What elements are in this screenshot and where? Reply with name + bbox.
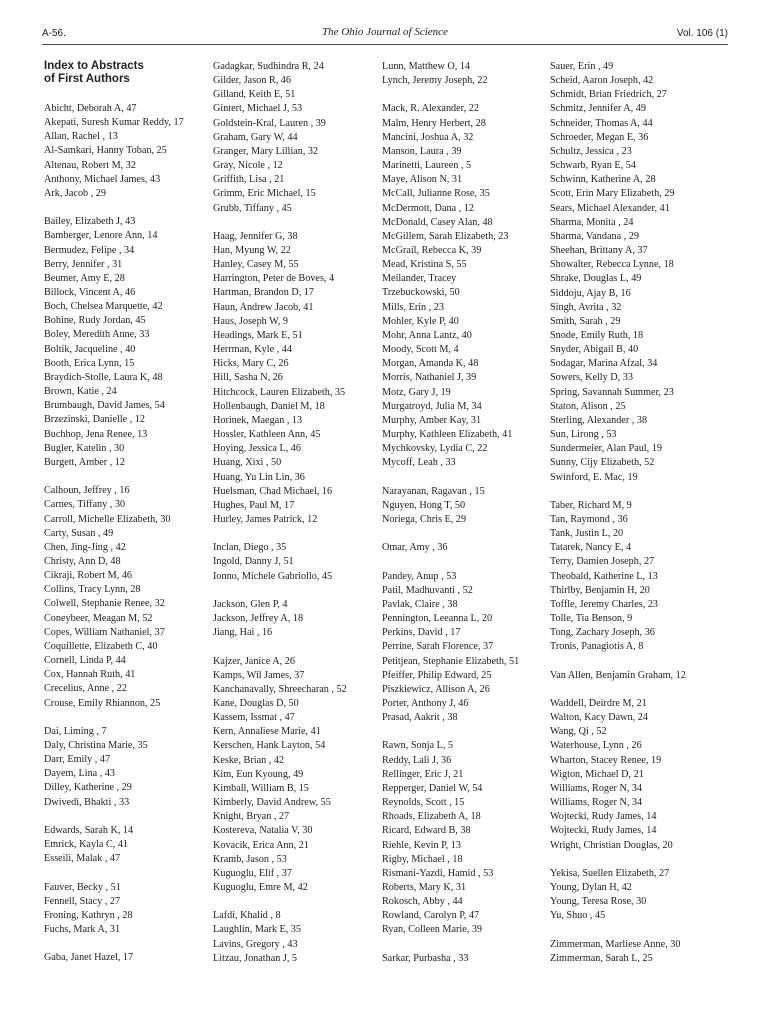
index-entry: Tank, Justin L, 20 bbox=[550, 528, 624, 540]
index-entry: Hartman, Brandon D, 17 bbox=[213, 287, 315, 299]
index-entry: Berry, Jennifer , 31 bbox=[44, 258, 123, 270]
index-entry: Pennington, Leeanna L, 20 bbox=[382, 613, 493, 625]
index-entry: Kane, Douglas D, 50 bbox=[213, 697, 299, 709]
letter-group bbox=[382, 60, 557, 88]
index-entry: Hurley, James Patrick, 12 bbox=[213, 513, 318, 525]
index-entry: Gintert, Michael J, 53 bbox=[213, 103, 303, 115]
index-entry: Hanley, Casey M, 55 bbox=[213, 259, 299, 271]
index-entry: Herrman, Kyle , 44 bbox=[213, 344, 292, 356]
index-entry: Jackson, Jeffrey A, 18 bbox=[213, 613, 304, 625]
index-entry: Al-Samkari, Hanny Toban, 25 bbox=[44, 145, 167, 157]
index-entry: Rhoads, Elizabeth A, 18 bbox=[382, 811, 481, 823]
index-entry: Porter, Anthony J, 46 bbox=[382, 697, 469, 709]
index-entry: Jiang, Hai , 16 bbox=[213, 627, 273, 639]
index-entry: Snode, Emily Ruth, 18 bbox=[550, 329, 644, 341]
index-entry: Sheehan, Brittany A, 37 bbox=[550, 245, 648, 257]
index-entry: Snyder, Abigail B, 40 bbox=[550, 344, 639, 356]
index-entry: Sauer, Erin , 49 bbox=[550, 61, 614, 72]
index-title bbox=[44, 60, 219, 86]
index-entry: Sharma, Monita , 24 bbox=[550, 216, 634, 228]
index-entry: Han, Myung W, 22 bbox=[213, 245, 291, 257]
index-entry: Thirlby, Benjamin H, 20 bbox=[550, 584, 650, 596]
index-entry: Mills, Erin , 23 bbox=[382, 301, 444, 313]
index-entry: Perkins, David , 17 bbox=[382, 627, 461, 639]
index-entry: Theobald, Katherine L, 13 bbox=[550, 570, 658, 582]
letter-group bbox=[550, 60, 725, 485]
index-entry: Ionno, Michele Gabriollo, 45 bbox=[213, 570, 333, 582]
index-entry: Cikraji, Robert M, 46 bbox=[44, 570, 133, 582]
letter-group bbox=[550, 867, 725, 924]
index-entry: Smith, Sarah , 29 bbox=[550, 315, 621, 327]
index-entry: Beumer, Amy E, 28 bbox=[44, 272, 125, 284]
index-entry: Laughlin, Mark E, 35 bbox=[213, 924, 301, 936]
index-entry: Gray, Nicole , 12 bbox=[213, 160, 283, 172]
letter-group bbox=[213, 60, 388, 216]
index-entry: Bamberger, Lenore Ann, 14 bbox=[44, 230, 158, 242]
index-entry: Lynch, Jeremy Joseph, 22 bbox=[382, 75, 488, 87]
index-entry: Allan, Rachel , 13 bbox=[44, 131, 118, 143]
index-column-1 bbox=[44, 60, 219, 980]
index-entry: Sowers, Kelly D, 33 bbox=[550, 372, 633, 384]
index-entry: Sarkar, Purbasha , 33 bbox=[382, 952, 469, 964]
index-entry: Wang, Qi , 52 bbox=[550, 726, 607, 738]
index-entry: Colwell, Stephanie Renee, 32 bbox=[44, 598, 165, 610]
index-entry: Staton, Alison , 25 bbox=[550, 400, 626, 412]
letter-group bbox=[44, 102, 219, 201]
index-entry: Akepati, Suresh Kumar Reddy, 17 bbox=[44, 117, 184, 129]
index-entry: Yu, Shuo , 45 bbox=[550, 910, 606, 922]
page-number: A-56. bbox=[42, 28, 66, 39]
index-entry: Schwinn, Katherine A, 28 bbox=[550, 174, 656, 186]
index-entry: Sharma, Vandana , 29 bbox=[550, 230, 639, 242]
letter-group bbox=[44, 824, 219, 866]
index-entry: Harrington, Peter de Boves, 4 bbox=[213, 273, 335, 285]
header-rule bbox=[42, 44, 728, 45]
index-entry: Mohr, Anna Lantz, 40 bbox=[382, 329, 472, 341]
index-entry: Sodagar, Marina Afzal, 34 bbox=[550, 358, 658, 370]
index-entry: Pfeiffer, Philip Edward, 25 bbox=[382, 669, 492, 681]
index-entry: Reddy, Lali J, 36 bbox=[382, 754, 452, 766]
index-entry: Wigton, Michael D, 21 bbox=[550, 768, 644, 780]
index-entry: Taber, Richard M, 9 bbox=[550, 499, 632, 511]
index-entry: Wharton, Stacey Renee, 19 bbox=[550, 754, 662, 766]
index-entry: McGillem, Sarah Elizabeth, 23 bbox=[382, 230, 509, 242]
letter-group bbox=[550, 938, 725, 966]
index-entry: Gadagkar, Sudhindra R, 24 bbox=[213, 61, 324, 72]
index-entry: Bugler, Katelin , 30 bbox=[44, 442, 125, 454]
index-entry: Fauver, Becky , 51 bbox=[44, 881, 121, 893]
index-entry: Abicht, Deborah A, 47 bbox=[44, 103, 137, 114]
index-entry: Schroeder, Megan E, 36 bbox=[550, 131, 649, 143]
index-entry: Shrake, Douglas L, 49 bbox=[550, 273, 642, 285]
index-entry: Schwarb, Ryan E, 54 bbox=[550, 160, 636, 172]
index-entry: Rismani-Yazdi, Hamid , 53 bbox=[382, 867, 494, 879]
index-entry: Fuchs, Mark A, 31 bbox=[44, 923, 121, 935]
index-entry: Narayanan, Ragavan , 15 bbox=[382, 485, 485, 497]
index-entry: Murphy, Amber Kay, 31 bbox=[382, 414, 482, 426]
index-entry: Omar, Amy , 36 bbox=[382, 542, 448, 554]
index-entry: Hoying, Jessica L, 46 bbox=[213, 443, 301, 455]
index-entry: McDonald, Casey Alan, 48 bbox=[382, 216, 493, 228]
index-entry: Rigby, Michael , 18 bbox=[382, 853, 463, 865]
index-title-line-2: of First Authors bbox=[44, 73, 130, 85]
index-entry: Inclan, Diego , 35 bbox=[213, 542, 287, 554]
index-entry: Scheid, Aaron Joseph, 42 bbox=[550, 75, 654, 87]
letter-group bbox=[382, 739, 557, 937]
index-entry: Mychkovsky, Lydia C, 22 bbox=[382, 443, 488, 455]
index-entry: Chen, Jing-Jing , 42 bbox=[44, 541, 126, 553]
index-entry: Young, Teresa Rose, 30 bbox=[550, 896, 647, 908]
index-entry: Showalter, Rebecca Lynne, 18 bbox=[550, 259, 674, 271]
index-entry: Collins, Tracy Lynn, 28 bbox=[44, 584, 141, 596]
index-entry: Gaba, Janet Hazel, 17 bbox=[44, 952, 134, 964]
index-entry: Tatarek, Nancy E, 4 bbox=[550, 542, 632, 554]
journal-title: The Ohio Journal of Science bbox=[322, 26, 448, 38]
index-entry: Keske, Brian , 42 bbox=[213, 754, 285, 766]
index-entry: Petitjean, Stephanie Elizabeth, 51 bbox=[382, 655, 520, 667]
index-entry: Graham, Gary W, 44 bbox=[213, 131, 298, 143]
index-entry: McDermott, Dana , 12 bbox=[382, 202, 474, 214]
letter-group bbox=[44, 215, 219, 470]
index-entry: Sears, Michael Alexander, 41 bbox=[550, 202, 670, 214]
letter-group bbox=[382, 102, 557, 470]
index-entry: Pavlak, Claire , 38 bbox=[382, 598, 458, 610]
index-entry: Ricard, Edward B, 38 bbox=[382, 825, 471, 837]
index-entry: Froning, Kathryn , 28 bbox=[44, 909, 133, 921]
index-entry: Gilder, Jason R, 46 bbox=[213, 75, 291, 87]
index-entry: Wojtecki, Rudy James, 14 bbox=[550, 811, 657, 823]
index-entry: Hicks, Mary C, 26 bbox=[213, 358, 289, 370]
index-entry: Bailey, Elizabeth J, 43 bbox=[44, 216, 136, 228]
index-entry: Hossler, Kathleen Ann, 45 bbox=[213, 429, 321, 441]
index-entry: Carnes, Tiffany , 30 bbox=[44, 499, 126, 511]
index-entry: Toffle, Jeremy Charles, 23 bbox=[550, 598, 659, 610]
letter-group bbox=[382, 485, 557, 527]
index-entry: Huelsman, Chad Michael, 16 bbox=[213, 485, 333, 497]
index-entry: Haun, Andrew Jacob, 41 bbox=[213, 301, 314, 313]
index-entry: Litzau, Jonathan J, 5 bbox=[213, 952, 298, 964]
index-entry: Grubb, Tiffany , 45 bbox=[213, 202, 292, 214]
index-entry: Perrine, Sarah Florence, 37 bbox=[382, 641, 494, 653]
index-entry: Noriega, Chris E, 29 bbox=[382, 513, 467, 525]
index-entry: Kim, Eun Kyoung, 49 bbox=[213, 768, 304, 780]
index-entry: Zimmerman, Sarah L, 25 bbox=[550, 952, 653, 964]
index-entry: Rokosch, Abby , 44 bbox=[382, 896, 463, 908]
index-entry: Brzezinski, Danielle , 12 bbox=[44, 414, 145, 426]
index-entry: Burgett, Amber , 12 bbox=[44, 456, 126, 468]
index-entry: Kovacik, Erica Ann, 21 bbox=[213, 839, 309, 851]
index-entry: Dwivedi, Bhakti , 33 bbox=[44, 796, 130, 808]
index-entry: Morgan, Amanda K, 48 bbox=[382, 358, 479, 370]
index-entry: Mack, R. Alexander, 22 bbox=[382, 103, 479, 115]
index-entry: Trzebuckowski, 50 bbox=[382, 287, 460, 299]
index-entry: Kimberly, David Andrew, 55 bbox=[213, 797, 331, 809]
letter-group bbox=[382, 570, 557, 726]
index-entry: Headings, Mark E, 51 bbox=[213, 329, 303, 341]
index-entry: Copes, William Nathaniel, 37 bbox=[44, 626, 165, 638]
index-entry: Esseili, Malak , 47 bbox=[44, 853, 121, 865]
index-entry: Booth, Erica Lynn, 15 bbox=[44, 357, 135, 369]
index-entry: Lavins, Gregory , 43 bbox=[213, 938, 298, 950]
index-entry: Griffith, Lisa , 21 bbox=[213, 174, 285, 186]
index-entry: Kostereva, Natalia V, 30 bbox=[213, 825, 313, 837]
index-entry: Piszkiewicz, Allison A, 26 bbox=[382, 683, 490, 695]
index-entry: Coneybeer, Meagan M, 52 bbox=[44, 612, 153, 624]
index-entry: Prasad, Aakrit , 38 bbox=[382, 712, 458, 724]
index-entry: Repperger, Daniel W, 54 bbox=[382, 782, 483, 794]
index-entry: Calhoun, Jeffrey , 16 bbox=[44, 485, 130, 497]
index-entry: Tronis, Panagiotis A, 8 bbox=[550, 641, 644, 653]
index-entry: Lunn, Matthew O, 14 bbox=[382, 61, 470, 72]
index-entry: Horinek, Maegan , 13 bbox=[213, 414, 303, 426]
letter-group bbox=[44, 725, 219, 810]
index-entry: Zimmerman, Marliese Anne, 30 bbox=[550, 938, 681, 950]
letter-group bbox=[213, 598, 388, 640]
index-entry: Morris, Nathaniel J, 39 bbox=[382, 372, 477, 384]
index-entry: Sunny, Cijy Elizabeth, 52 bbox=[550, 457, 655, 469]
index-entry: Van Allen, Benjamin Graham, 12 bbox=[550, 669, 686, 681]
index-entry: Bermudez, Felipe , 34 bbox=[44, 244, 135, 256]
index-entry: Boltik, Jacqueline , 40 bbox=[44, 343, 136, 355]
index-entry: Emrick, Kayla C, 41 bbox=[44, 839, 129, 851]
index-entry: Christy, Ann D, 48 bbox=[44, 555, 121, 567]
index-entry: Kanchanavally, Shreecharan , 52 bbox=[213, 683, 347, 695]
index-entry: Goldstein-Kral, Lauren , 39 bbox=[213, 117, 326, 129]
index-column-4 bbox=[550, 60, 725, 980]
index-entry: Schmidt, Brian Friedrich, 27 bbox=[550, 89, 667, 101]
running-header bbox=[42, 26, 728, 42]
index-entry: Siddoju, Ajay B, 16 bbox=[550, 287, 631, 299]
index-entry: Rowland, Carolyn P, 47 bbox=[382, 910, 480, 922]
index-entry: Mead, Kristina S, 55 bbox=[382, 259, 467, 271]
index-entry: McCall, Julianne Rose, 35 bbox=[382, 188, 490, 200]
index-entry: Kamps, Wil James, 37 bbox=[213, 669, 305, 681]
index-entry: Wojtecki, Rudy James, 14 bbox=[550, 825, 657, 837]
index-column-2 bbox=[213, 60, 388, 980]
index-entry: Manson, Laura , 39 bbox=[382, 145, 462, 157]
index-entry: Tolle, Tia Benson, 9 bbox=[550, 613, 633, 625]
index-entry: Anthony, Michael James, 43 bbox=[44, 173, 161, 185]
letter-group bbox=[44, 484, 219, 711]
index-entry: Kimball, William B, 15 bbox=[213, 782, 309, 794]
index-entry: Sterling, Alexander , 38 bbox=[550, 414, 648, 426]
index-entry: Rellinger, Eric J, 21 bbox=[382, 768, 464, 780]
index-entry: Sundermeier, Alan Paul, 19 bbox=[550, 443, 662, 455]
index-entry: Ryan, Colleen Marie, 39 bbox=[382, 924, 483, 936]
index-entry: Haus, Joseph W, 9 bbox=[213, 315, 288, 327]
index-entry: Waterhouse, Lynn , 26 bbox=[550, 740, 642, 752]
letter-group bbox=[213, 909, 388, 966]
index-entry: Carroll, Michelle Elizabeth, 30 bbox=[44, 513, 171, 525]
index-entry: Mycoff, Leah , 33 bbox=[382, 457, 456, 469]
letter-group bbox=[44, 881, 219, 938]
index-entry: Tong, Zachary Joseph, 36 bbox=[550, 627, 655, 639]
index-entry: Billock, Vincent A, 46 bbox=[44, 287, 136, 299]
index-entry: Marinetti, Laureen , 5 bbox=[382, 160, 472, 172]
index-entry: Kuguoglu, Elif , 37 bbox=[213, 867, 292, 879]
index-entry: Murphy, Kathleen Elizabeth, 41 bbox=[382, 429, 513, 441]
index-entry: Sun, Lirong , 53 bbox=[550, 429, 617, 441]
index-entry: Kramb, Jason , 53 bbox=[213, 853, 287, 865]
letter-group bbox=[550, 669, 725, 683]
index-entry: Haag, Jennifer G, 38 bbox=[213, 230, 298, 242]
index-entry: Tan, Raymond , 36 bbox=[550, 513, 628, 525]
letter-group bbox=[550, 499, 725, 655]
index-entry: Williams, Roger N, 34 bbox=[550, 797, 643, 809]
index-entry: Crecelius, Anne , 22 bbox=[44, 683, 127, 695]
index-entry: Ingold, Danny J, 51 bbox=[213, 556, 294, 568]
index-entry: Huang, Xixi , 50 bbox=[213, 457, 282, 469]
index-entry: Mohler, Kyle P, 40 bbox=[382, 315, 459, 327]
index-entry: Terry, Damien Joseph, 27 bbox=[550, 556, 655, 568]
index-entry: Young, Dylan H, 42 bbox=[550, 882, 632, 893]
index-entry: Bohine, Rudy Jordan, 45 bbox=[44, 315, 146, 327]
index-entry: Malm, Henry Herbert, 28 bbox=[382, 117, 486, 129]
index-entry: Moody, Scott M, 4 bbox=[382, 344, 459, 356]
index-entry: Kajzer, Janice A, 26 bbox=[213, 655, 295, 667]
index-entry: Singh, Avrita , 32 bbox=[550, 301, 622, 313]
index-entry: Swinford, E. Mac, 19 bbox=[550, 471, 638, 483]
letter-group bbox=[550, 697, 725, 853]
index-title-line-1: Index to Abstracts bbox=[44, 60, 144, 72]
index-entry: Boch, Chelsea Marquette, 42 bbox=[44, 301, 163, 313]
index-entry: Rawn, Sonja L, 5 bbox=[382, 740, 454, 752]
index-entry: Schmitz, Jennifer A, 49 bbox=[550, 103, 646, 115]
index-entry: Grimm, Eric Michael, 15 bbox=[213, 188, 316, 200]
index-entry: Schneider, Thomas A, 44 bbox=[550, 117, 653, 129]
index-entry: Walton, Kacy Dawn, 24 bbox=[550, 712, 648, 724]
index-entry: Reynolds, Scott , 15 bbox=[382, 797, 465, 809]
letter-group bbox=[382, 541, 557, 555]
volume-label: Vol. 106 (1) bbox=[676, 28, 728, 39]
index-entry: Motz, Gary J, 19 bbox=[382, 386, 451, 398]
index-entry: Lafdi, Khalid , 8 bbox=[213, 910, 281, 922]
index-entry: Granger, Mary Lillian, 32 bbox=[213, 145, 319, 157]
index-entry: Buchhop, Jena Renee, 13 bbox=[44, 428, 148, 440]
index-entry: Hollenbaugh, Daniel M, 18 bbox=[213, 400, 325, 412]
index-entry: Schultz, Jessica , 23 bbox=[550, 145, 632, 157]
index-entry: Mancini, Joshua A, 32 bbox=[382, 131, 474, 143]
index-entry: Murgatroyd, Julia M, 34 bbox=[382, 400, 482, 412]
index-entry: Altenau, Robert M, 32 bbox=[44, 159, 136, 171]
letter-group bbox=[44, 951, 219, 965]
index-entry: Patil, Madhuvanti , 52 bbox=[382, 584, 473, 596]
index-entry: Spring, Savannah Summer, 23 bbox=[550, 386, 674, 398]
letter-group bbox=[213, 655, 388, 896]
index-entry: Edwards, Sarah K, 14 bbox=[44, 824, 134, 836]
letter-group bbox=[382, 952, 557, 966]
index-entry: Hughes, Paul M, 17 bbox=[213, 499, 295, 511]
index-entry: Nguyen, Hong T, 50 bbox=[382, 499, 466, 511]
index-entry: Waddell, Deirdre M, 21 bbox=[550, 697, 647, 709]
index-entry: Riehle, Kevin P, 13 bbox=[382, 839, 461, 851]
index-entry: Hitchcock, Lauren Elizabeth, 35 bbox=[213, 386, 346, 398]
index-entry: Gilland, Keith E, 51 bbox=[213, 89, 296, 101]
index-entry: Pandey, Anup , 53 bbox=[382, 570, 457, 582]
index-entry: Ark, Jacob , 29 bbox=[44, 187, 106, 199]
index-entry: Williams, Roger N, 34 bbox=[550, 782, 643, 794]
index-entry: Roberts, Mary K, 31 bbox=[382, 881, 467, 893]
index-entry: Kern, Annaliese Marie, 41 bbox=[213, 726, 321, 738]
index-entry: Dilley, Katherine , 29 bbox=[44, 782, 132, 794]
index-entry: Coquillette, Elizabeth C, 40 bbox=[44, 640, 158, 652]
index-entry: Kassem, Issmat , 47 bbox=[213, 712, 295, 724]
index-entry: Hill, Sasha N, 26 bbox=[213, 372, 283, 384]
letter-group bbox=[213, 541, 388, 583]
index-entry: Cornell, Linda P, 44 bbox=[44, 655, 126, 667]
index-entry: Darr, Emily , 47 bbox=[44, 754, 111, 766]
index-entry: Dayem, Lina , 43 bbox=[44, 768, 116, 780]
index-entry: Boley, Meredith Anne, 33 bbox=[44, 329, 150, 341]
index-entry: Jackson, Glen P, 4 bbox=[213, 598, 288, 610]
index-entry: Scott, Erin Mary Elizabeth, 29 bbox=[550, 188, 675, 200]
index-entry: Kerschen, Hank Layton, 54 bbox=[213, 740, 326, 752]
index-entry: Wright, Christian Douglas, 20 bbox=[550, 839, 673, 851]
index-entry: Cox, Hannah Ruth, 41 bbox=[44, 669, 136, 681]
index-entry: Kuguoglu, Emre M, 42 bbox=[213, 882, 308, 893]
index-entry: Dai, Liming , 7 bbox=[44, 725, 107, 737]
index-entry: Braydich-Stolle, Laura K, 48 bbox=[44, 371, 163, 383]
index-entry: Carty, Susan , 49 bbox=[44, 527, 114, 539]
index-entry: Daly, Christina Marie, 35 bbox=[44, 739, 148, 751]
index-entry: Huang, Yu Lin Lin, 36 bbox=[213, 471, 305, 483]
index-entry: Brumbaugh, David James, 54 bbox=[44, 400, 165, 412]
index-column-3 bbox=[382, 60, 557, 980]
index-entry: Yekisa, Suellen Elizabeth, 27 bbox=[550, 867, 670, 879]
index-entry: Knight, Bryan , 27 bbox=[213, 811, 290, 823]
letter-group bbox=[213, 230, 388, 527]
index-entry: Brown, Katie , 24 bbox=[44, 386, 117, 398]
index-entry: Maye, Alison N, 31 bbox=[382, 174, 463, 186]
index-entry: McGrail, Rebecca K, 39 bbox=[382, 245, 482, 257]
index-entry: Fennell, Stacy , 27 bbox=[44, 895, 121, 907]
index-entry: Meilander, Tracey bbox=[382, 273, 457, 285]
index-entry: Crouse, Emily Rhiannon, 25 bbox=[44, 697, 161, 709]
